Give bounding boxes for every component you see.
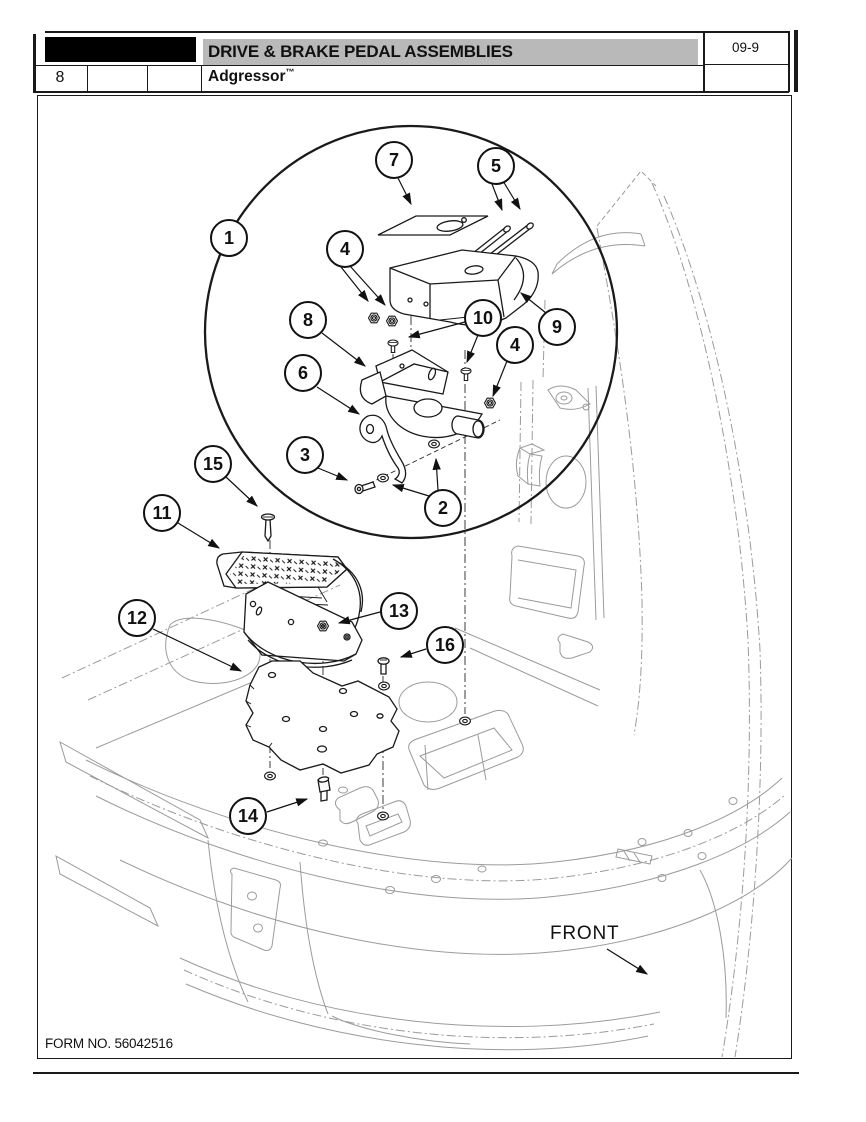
part-10-screw-b — [461, 368, 471, 381]
callout-9: 9 — [538, 308, 576, 346]
callout-7: 7 — [375, 141, 413, 179]
callout-11: 11 — [143, 494, 181, 532]
front-label: FRONT — [550, 923, 620, 944]
callout-13: 13 — [380, 592, 418, 630]
part-4-nut-b — [387, 316, 398, 326]
part-7-pad — [378, 216, 488, 235]
callout-1: 1 — [210, 219, 248, 257]
callout-3: 3 — [286, 436, 324, 474]
page-number: 09-9 — [731, 40, 760, 55]
callout-4: 4 — [496, 326, 534, 364]
part-10-screw-a — [388, 340, 398, 353]
trademark-symbol: ™ — [285, 67, 295, 77]
part-14-screw — [265, 772, 330, 801]
part-4-nut-a — [369, 313, 380, 323]
form-number: FORM NO. 56042516 — [45, 1036, 173, 1051]
part-13-bolt — [318, 621, 329, 631]
front-arrow — [607, 949, 647, 974]
part-3-bolt — [355, 482, 375, 494]
callout-14: 14 — [229, 797, 267, 835]
callout-16: 16 — [426, 626, 464, 664]
part-4-nut-c — [485, 398, 496, 408]
section-title: DRIVE & BRAKE PEDAL ASSEMBLIES — [208, 42, 513, 61]
part-12-plate — [246, 661, 399, 773]
section-number: 8 — [55, 69, 65, 86]
callout-15: 15 — [194, 445, 232, 483]
callout-5: 5 — [477, 147, 515, 185]
part-11-pedal — [217, 552, 363, 667]
deck-washer-a — [460, 717, 471, 725]
callout-12: 12 — [118, 599, 156, 637]
callout-10: 10 — [464, 299, 502, 337]
part-16-screw — [378, 658, 389, 690]
part-2-washer-b — [429, 440, 440, 448]
model-name-text: Adgressor — [208, 68, 286, 85]
callout-8: 8 — [289, 301, 327, 339]
callout-4: 4 — [326, 230, 364, 268]
part-2-washer-a — [378, 474, 389, 482]
callout-2: 2 — [424, 489, 462, 527]
callout-6: 6 — [284, 354, 322, 392]
part-15-screw — [262, 514, 275, 541]
deck-washer-b — [378, 812, 389, 820]
